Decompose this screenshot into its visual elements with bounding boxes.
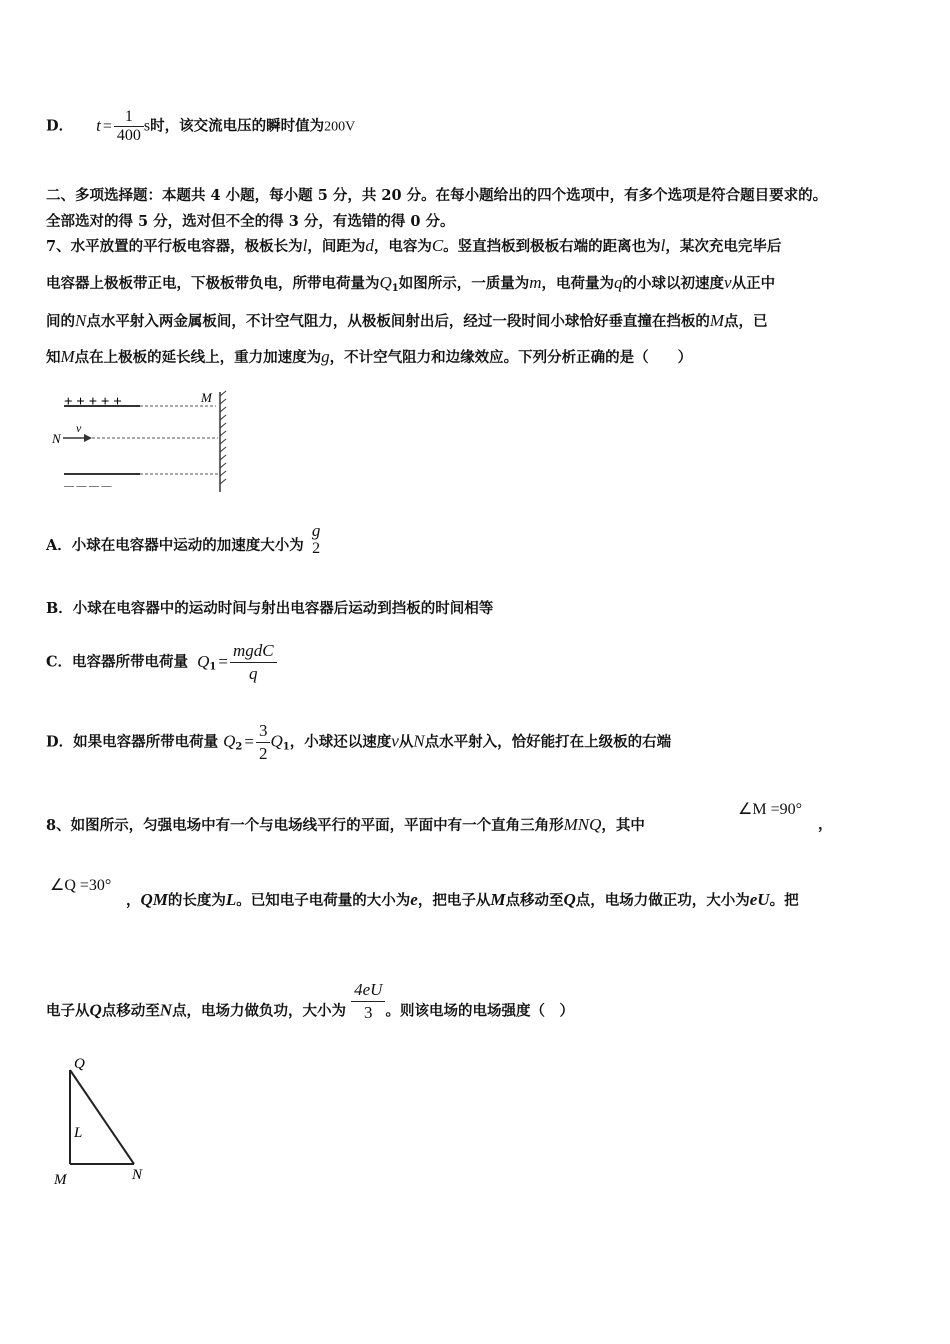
label-v: v xyxy=(76,421,82,435)
label-m: M xyxy=(54,1172,67,1188)
q7-line1: 7、水平放置的平行板电容器，极板长为l，间距为d，电容为C。竖直挡板到极板右端的距离也为l，某次充电完毕后 xyxy=(46,236,782,255)
q8-angle-m: ∠M =90° xyxy=(738,801,802,818)
q6-option-d: D． t = $\frac{1}{400}$ s时，该交流电压的瞬时值为200V xyxy=(46,108,356,144)
q7-option-c: C．电容器所带电荷量 $Q_1$ = $\frac{\text{mgdC}}{q}$ xyxy=(46,640,277,685)
barrier-hatch xyxy=(220,391,226,484)
side-qn xyxy=(70,1070,134,1164)
fraction-mgdc-q: $\frac{\text{mgdC}}{q}$ xyxy=(230,640,277,685)
q7-line3: 间的N点水平射入两金属板间，不计空气阻力，从极板间射出后，经过一段时间小球恰好垂直撞在挡板的M点，已 xyxy=(46,311,768,330)
var-t: t xyxy=(96,115,101,135)
label-l: L xyxy=(74,1125,83,1141)
section2-heading-line2: 全部选对的得 5 分，选对但不全的得 3 分，有选错的得 0 分。 xyxy=(46,213,455,230)
q7-line4: 知M点在上极板的延长线上，重力加速度为g，不计空气阻力和边缘效应。下列分析正确的是（ ） xyxy=(46,347,693,366)
q7-option-d: D．如果电容器所带电荷量 $Q_2$ = $\frac{3}{2}$ $Q_1$，小球还以速度v从N点水平射入，恰好能打在上级板的右端 xyxy=(46,721,672,763)
q7-line2: 电容器上极板带正电，下极板带负电，所带电荷量为$Q_1$如图所示，一质量为m，电荷量为q的小球以初速度v从正中 xyxy=(46,273,776,294)
fraction-1-400: $\frac{1}{400}$ xyxy=(114,108,144,145)
minus-signs: — — — — xyxy=(64,481,112,492)
q7-option-b: B．小球在电容器中的运动时间与射出电容器后运动到挡板的时间相等 xyxy=(46,600,494,617)
fraction-g-2: g 2 xyxy=(311,521,321,557)
fraction-4eu-3: $\frac{4eU}{3}$ xyxy=(351,979,385,1024)
q7-option-a: A．小球在电容器中运动的加速度大小为 g 2 xyxy=(46,528,323,564)
label-q: Q xyxy=(74,1056,85,1072)
label-n: N xyxy=(132,1167,143,1183)
fraction-3-2: $\frac{3}{2}$ xyxy=(256,720,271,765)
q8-triangle-figure xyxy=(48,1048,158,1190)
label-n: N xyxy=(52,431,61,446)
q8-line1: 8、如图所示，匀强电场中有一个与电场线平行的平面，平面中有一个直角三角形MNQ，其中 xyxy=(46,815,645,834)
plus-signs: + + + + + xyxy=(64,394,122,410)
q8-line2: ，QM的长度为L。已知电子电荷量的大小为e，把电子从M点移动至Q点，电场力做正功，大小为eU。把 xyxy=(126,890,799,909)
label-m: M xyxy=(201,390,212,405)
q7-capacitor-figure xyxy=(48,388,238,498)
section2-heading-line1: 二、多项选择题：本题共 4 小题，每小题 5 分，共 20 分。在每小题给出的四个选项中，有多个选项是符合题目要求的。 xyxy=(46,187,828,204)
q8-line3: 电子从Q点移动至N点，电场力做负功，大小为 $\frac{4eU}{3}$ 。则该电场的电场强度（ ） xyxy=(46,980,574,1022)
q8-comma: ， xyxy=(818,816,833,833)
arrow-head-icon xyxy=(84,434,92,442)
q8-angle-q: ∠Q =30° xyxy=(50,877,112,894)
